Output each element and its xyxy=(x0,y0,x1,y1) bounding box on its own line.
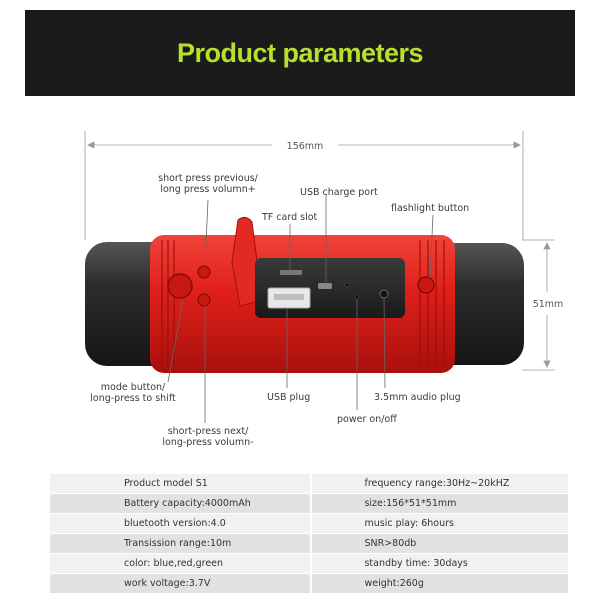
specs-table xyxy=(50,474,568,594)
spec-left-cell: work voltage:3.7V xyxy=(50,574,311,594)
power-switch-shape xyxy=(355,295,359,299)
mode-button xyxy=(168,274,192,298)
spec-right-cell: weight:260g xyxy=(311,574,568,594)
length-label: 156mm xyxy=(286,141,324,152)
spec-right-cell: SNR>80db xyxy=(311,534,568,554)
callout-power: power on/off xyxy=(337,414,397,425)
spec-row xyxy=(50,534,568,554)
callout-tf-card-slot: TF card slot xyxy=(262,212,318,223)
spec-left-cell: Transission range:10m xyxy=(50,534,311,554)
spec-left-cell: Product model S1 xyxy=(50,474,311,494)
spec-row xyxy=(50,554,568,574)
spec-row xyxy=(50,574,568,594)
spec-right-cell: size:156*51*51mm xyxy=(311,494,568,514)
spec-left-cell: Battery capacity:4000mAh xyxy=(50,494,311,514)
next-button xyxy=(198,294,210,306)
spec-left-cell: color: blue,red,green xyxy=(50,554,311,574)
height-label: 51mm xyxy=(532,299,564,310)
previous-button xyxy=(198,266,210,278)
spec-right-cell: frequency range:30Hz~20kHZ xyxy=(311,474,568,494)
flashlight-button-shape xyxy=(418,277,434,293)
callout-usb-charge-port: USB charge port xyxy=(300,187,378,198)
callout-audio-plug: 3.5mm audio plug xyxy=(374,392,461,403)
spec-right-cell: standby time: 30days xyxy=(311,554,568,574)
callout-short-press-previous: short press previous/ long press volumn+ xyxy=(158,173,258,195)
callout-short-press-next: short-press next/ long-press volumn- xyxy=(162,426,254,448)
spec-row xyxy=(50,494,568,514)
spec-right-cell: music play: 6hours xyxy=(311,514,568,534)
callout-flashlight-button: flashlight button xyxy=(391,203,470,214)
spec-row xyxy=(50,474,568,494)
audio-jack-shape xyxy=(380,290,388,298)
callout-usb-plug: USB plug xyxy=(267,392,311,403)
callout-mode-button: mode button/ long-press to shift xyxy=(90,382,176,404)
usb-charge-port-shape xyxy=(318,283,332,289)
page-title: Product parameters xyxy=(176,37,424,68)
spec-row xyxy=(50,514,568,534)
tf-slot-shape xyxy=(280,270,302,275)
speaker-body xyxy=(85,217,524,373)
spec-left-cell: bluetooth version:4.0 xyxy=(50,514,311,534)
